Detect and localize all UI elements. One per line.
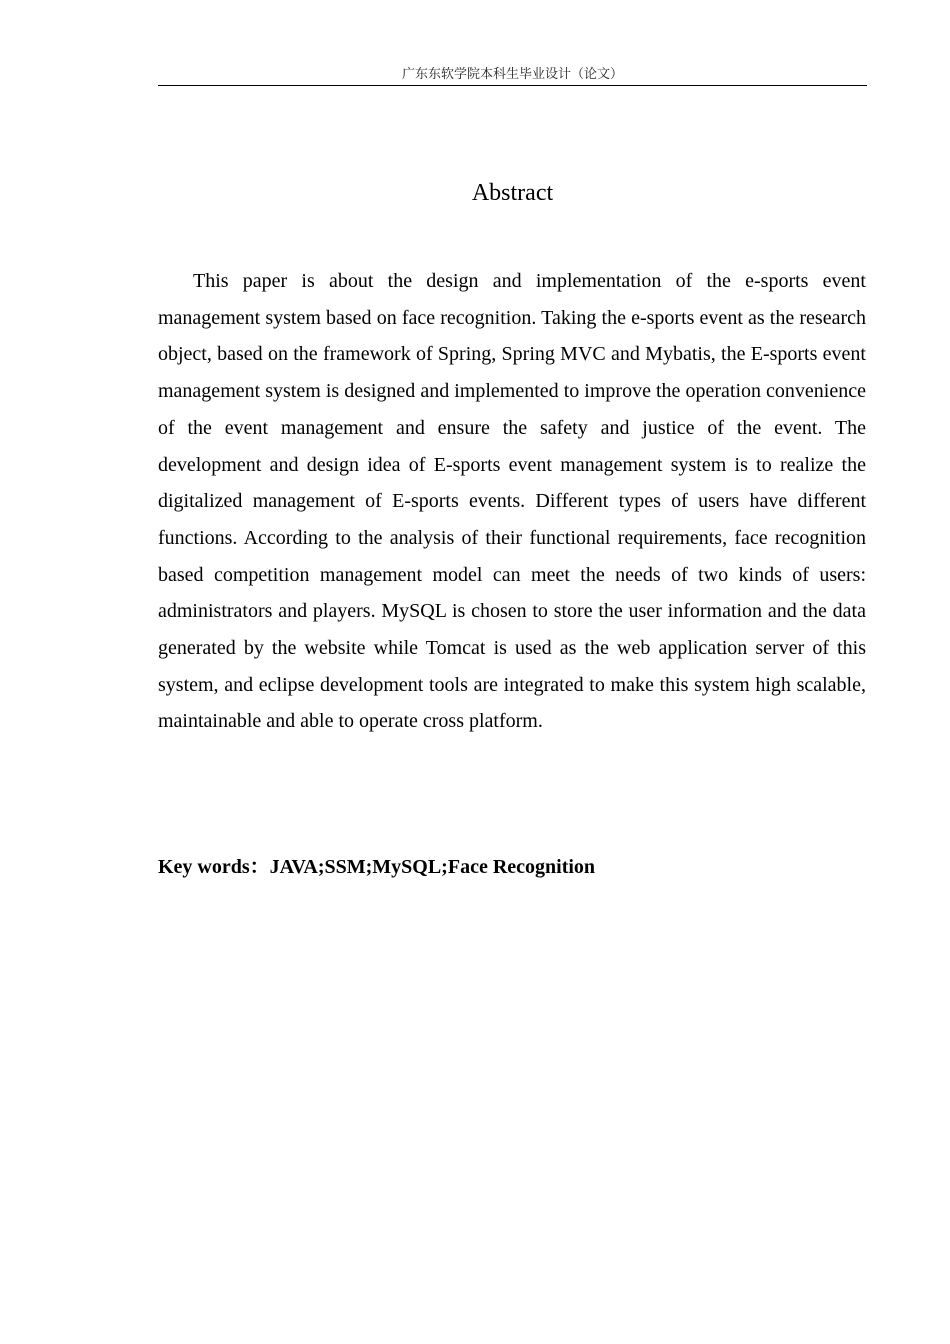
abstract-title: Abstract xyxy=(471,180,554,206)
keywords-label: Key words： xyxy=(158,856,270,878)
header-rule xyxy=(158,85,867,86)
abstract-body: This paper is about the design and implementation of the e-sports event management system based on face recognition. Taking the e-sports event as the research object, based on the framework of Spring, Spring MVC and Mybatis, the E-sports event management system is designed and implemented to improve the operation convenience of the event management and ensure the safety and justice of the event. The development and design idea of E-sports event management system is to realize the digitalized management of E-sports events. Different types of users have different functions. According to the analysis of their functional requirements, face recognition based competition management model can meet the needs of two kinds of users: administrators and players. MySQL is chosen to store the user information and the data generated by the website while Tomcat is used as the web application server of this system, and eclipse development tools are integrated to make this system high scalable, maintainable and able to operate cross platform. xyxy=(158,270,866,733)
running-header: 广东东软学院本科生毕业设计（论文） xyxy=(401,67,623,82)
keywords-line xyxy=(158,852,867,882)
keywords-value: JAVA;SSM;MySQL;Face Recognition xyxy=(269,856,596,878)
